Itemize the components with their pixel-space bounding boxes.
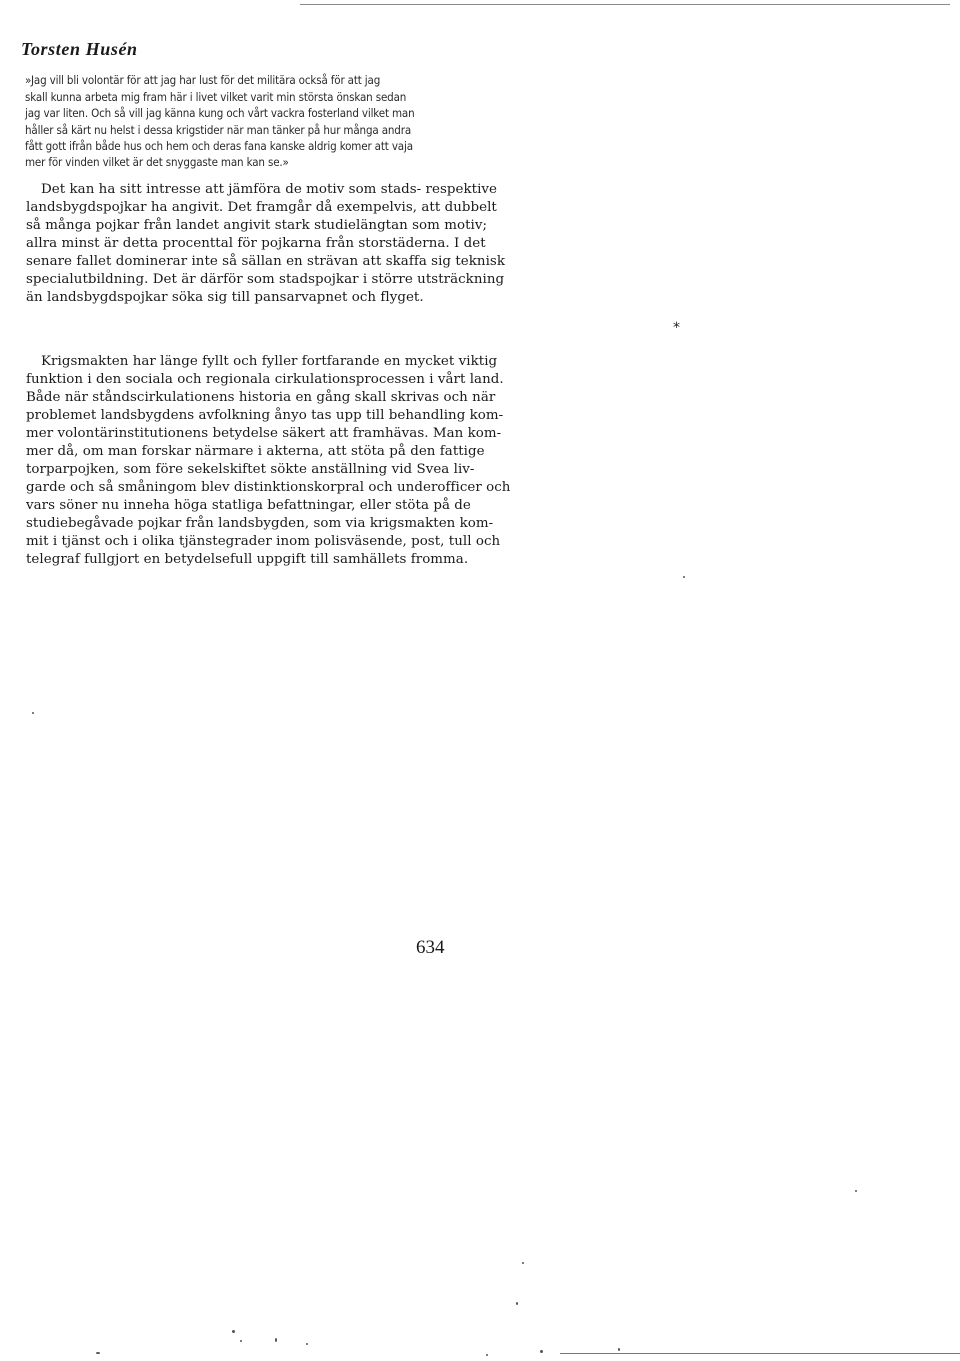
paragraph-line: Krigsmakten har länge fyllt och fyller fortfarande en mycket viktig	[41, 354, 498, 369]
scan-speck	[683, 576, 685, 578]
scan-edge-line	[300, 4, 950, 5]
scan-speck	[306, 1343, 308, 1345]
section-separator-asterisk: *	[673, 320, 680, 336]
quote-line: håller så kärt nu helst i dessa krigstider när man tänker på hur många andra	[25, 123, 412, 137]
paragraph-line: torparpojken, som före sekelskiftet sökte anställning vid Svea liv-	[26, 462, 475, 477]
paragraph-line: studiebegåvade pojkar från landsbygden, som via krigsmakten kom-	[26, 516, 494, 531]
paragraph-line: problemet landsbygdens avfolkning ånyo tas upp till behandling kom-	[26, 408, 504, 423]
quote-line: »Jag vill bli volontär för att jag har lust för det militära också för att jag	[25, 73, 381, 87]
page-number: 634	[416, 937, 445, 958]
quote-line: mer för vinden vilket är det snyggaste man kan se.»	[25, 155, 289, 169]
scan-speck	[240, 1340, 242, 1342]
scan-speck	[618, 1348, 620, 1351]
scan-speck	[96, 1352, 100, 1354]
paragraph-line: mer volontärinstitutionens betydelse säkert att framhävas. Man kom-	[26, 426, 502, 441]
paragraph-line: än landsbygdspojkar söka sig till pansarvapnet och flyget.	[26, 290, 424, 305]
paragraph-line: garde och så småningom blev distinktionskorpral och underofficer och	[26, 480, 511, 495]
scan-speck	[275, 1338, 277, 1342]
scan-speck	[855, 1190, 857, 1192]
paragraph-line: Både när ståndscirkulationens historia en gång skall skrivas och när	[26, 390, 496, 405]
scan-speck	[32, 712, 34, 714]
scan-speck	[486, 1354, 488, 1356]
paragraph-line: vars söner nu inneha höga statliga befattningar, eller stöta på de	[26, 498, 471, 513]
paragraph-line: mit i tjänst och i olika tjänstegrader inom polisväsende, post, tull och	[26, 534, 501, 549]
paragraph-line: senare fallet dominerar inte så sällan en strävan att skaffa sig teknisk	[26, 254, 506, 269]
paragraph-line: mer då, om man forskar närmare i akterna, att stöta på den fattige	[26, 444, 485, 459]
running-head: Torsten Husén	[21, 39, 138, 59]
scan-edge-line	[560, 1353, 960, 1354]
scan-speck	[540, 1350, 543, 1353]
paragraph-line: så många pojkar från landet angivit stark studielängtan som motiv;	[26, 218, 488, 233]
scan-speck	[232, 1330, 235, 1333]
quote-line: skall kunna arbeta mig fram här i livet vilket varit min största önskan sedan	[25, 90, 407, 104]
paragraph-line: funktion i den sociala och regionala cirkulationsprocessen i vårt land.	[26, 372, 504, 387]
paragraph-line: specialutbildning. Det är därför som stadspojkar i större utsträckning	[26, 272, 505, 287]
paragraph-line: landsbygdspojkar ha angivit. Det framgår då exempelvis, att dubbelt	[26, 200, 497, 215]
quote-line: jag var liten. Och så vill jag känna kung och vårt vackra fosterland vilket man	[25, 106, 415, 120]
scan-speck	[522, 1262, 524, 1264]
paragraph-line: telegraf fullgjort en betydelsefull uppgift till samhällets fromma.	[26, 552, 469, 567]
quote-line: fått gott ifrån både hus och hem och deras fana kanske aldrig komer att vaja	[25, 139, 413, 153]
scan-speck	[516, 1302, 518, 1305]
paragraph-line: allra minst är detta procenttal för pojkarna från storstäderna. I det	[26, 236, 486, 251]
paragraph-line: Det kan ha sitt intresse att jämföra de motiv som stads- respektive	[41, 182, 498, 197]
